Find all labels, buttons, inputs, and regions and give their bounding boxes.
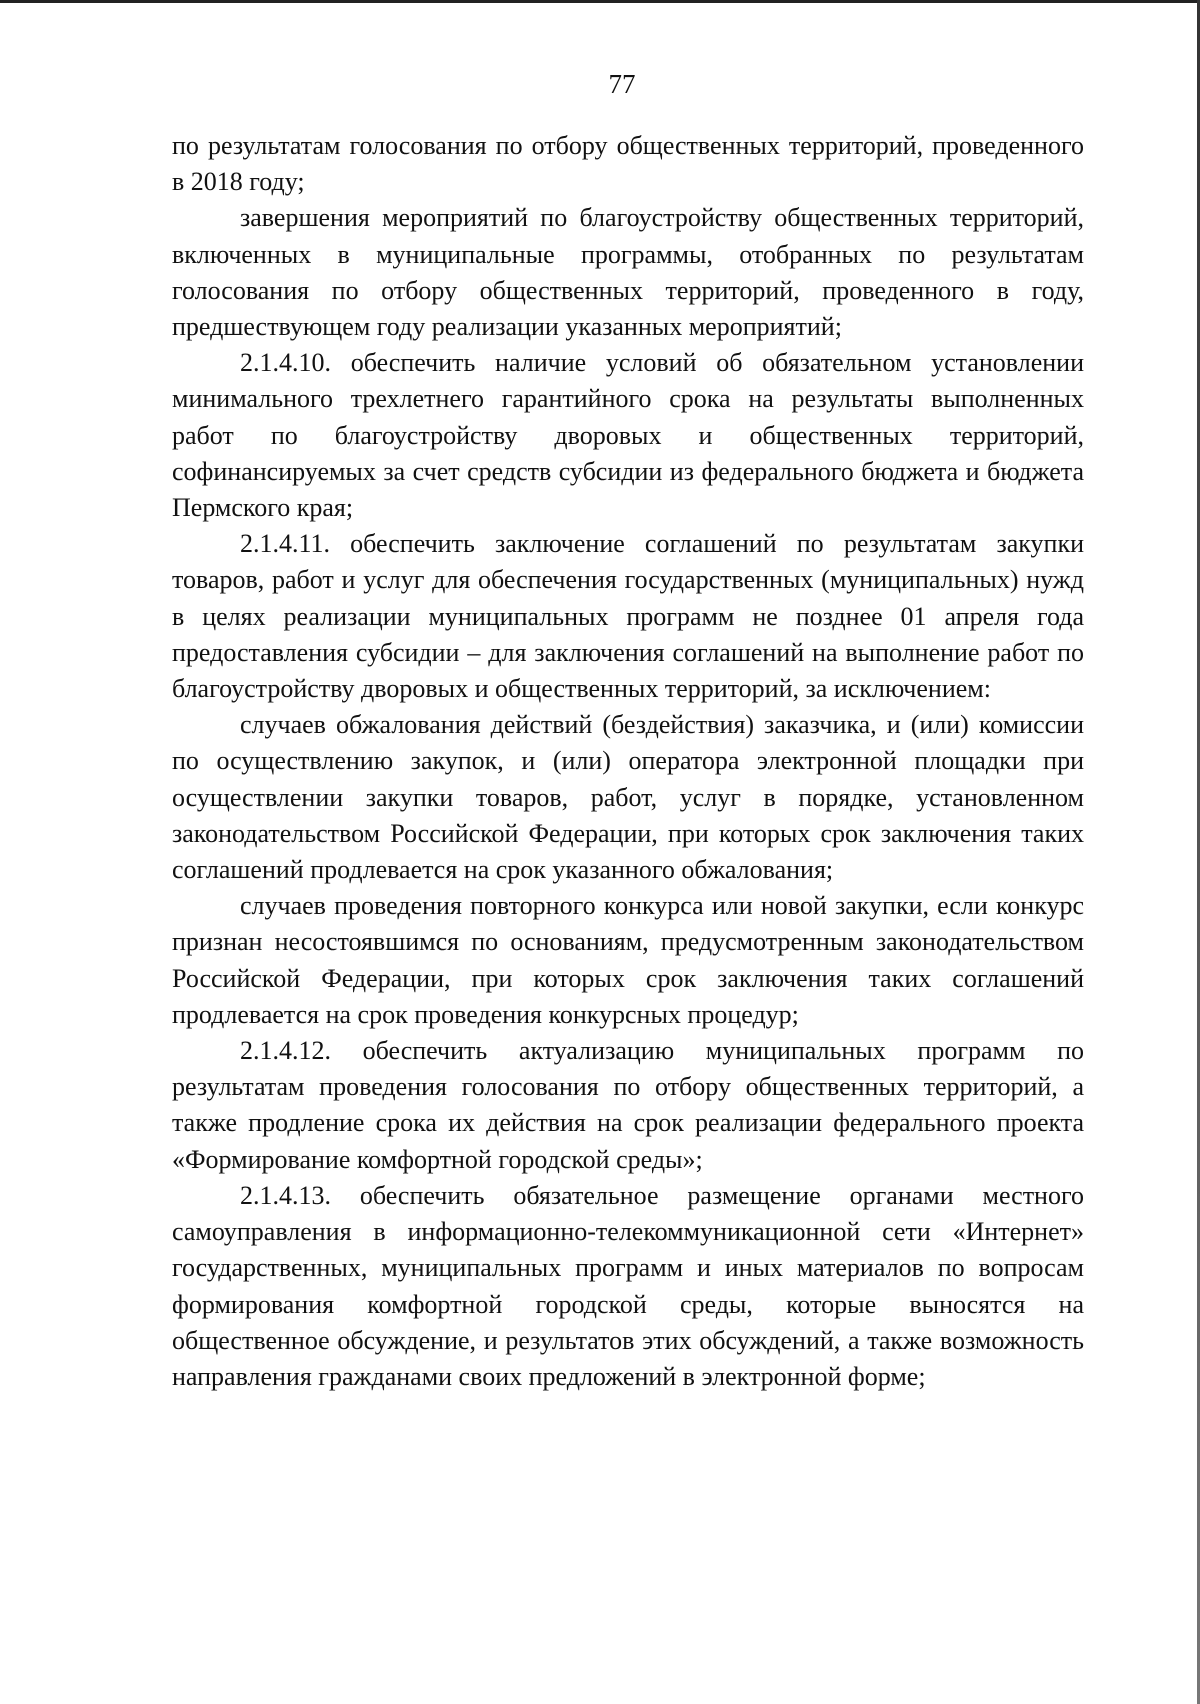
paragraph-2-1-4-12: 2.1.4.12. обеспечить актуализацию муниципальных программ по результатам проведения голосования по отбору общественных территорий, а также продление срока их действия на срок реализации федерального проекта «Формирование комфортной городской среды»; [172,1036,1084,1174]
page-number: 77 [608,69,636,99]
document-body [172,128,1084,1395]
paragraph-2-1-4-10: 2.1.4.10. обеспечить наличие условий об обязательном установлении минимального трехлетнего гарантийного срока на результаты выполненных работ по благоустройству дворовых и общественных территорий, софинансируемых за счет средств субсидии из федерального бюджета и бюджета Пермского края; [172,348,1084,523]
paragraph-2-1-4-13: 2.1.4.13. обеспечить обязательное размещение органами местного самоуправления в информационно-телекоммуникационной сети «Интернет» государственных, муниципальных программ и иных материалов по вопросам формирования комфортной городской среды, которые выносятся на общественное обсуждение, и результатов этих обсуждений, а также возможность направления гражданами своих предложений в электронной форме; [172,1180,1084,1391]
paragraph-1: по результатам голосования по отбору общественных территорий, проведенного в 2018 году; [172,131,1084,197]
paragraph-2-1-4-11: 2.1.4.11. обеспечить заключение соглашений по результатам закупки товаров, работ и услуг для обеспечения государственных (муниципальных) нужд в целях реализации муниципальных программ не позднее 01 апреля года предоставления субсидии – для заключения соглашений на выполнение работ по благоустройству дворовых и общественных территорий, за исключением: [172,529,1084,704]
paragraph-exception-2: случаев проведения повторного конкурса или новой закупки, если конкурс признан несостоявшимся по основаниям, предусмотренным законодательством Российской Федерации, при которых срок заключения таких соглашений продлевается на срок проведения конкурсных процедур; [172,891,1084,1029]
paragraph-exception-1: случаев обжалования действий (бездействия) заказчика, и (или) комиссии по осуществлению закупок, и (или) оператора электронной площадки при осуществлении закупки товаров, работ, услуг в порядке, установленном законодательством Российской Федерации, при которых срок заключения таких соглашений продлевается на срок указанного обжалования; [172,710,1084,885]
scan-edge-top [0,0,1200,3]
paragraph-2: завершения мероприятий по благоустройству общественных территорий, включенных в муниципальные программы, отобранных по результатам голосования по отбору общественных территорий, проведенного в году, предшествующем году реализации указанных мероприятий; [172,203,1084,342]
